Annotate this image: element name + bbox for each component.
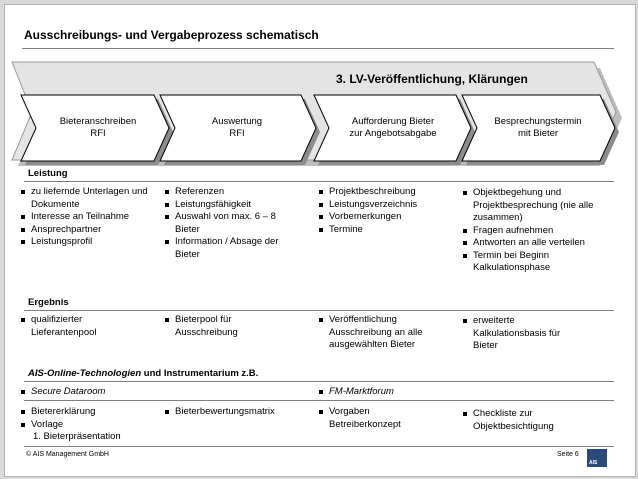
list-item: Vorbemerkungen bbox=[318, 211, 448, 224]
tech-row1-col-3 bbox=[318, 386, 448, 399]
ergebnis-col-1 bbox=[20, 314, 140, 339]
list-item: Projektbeschreibung bbox=[318, 186, 448, 199]
step-1-label: Bieteranschreiben RFI bbox=[59, 116, 137, 139]
leistung-col-1 bbox=[20, 186, 148, 249]
list-item: Information / Absage der Bieter bbox=[164, 236, 294, 261]
list-item: Bietererklärung bbox=[20, 406, 150, 419]
leistung-col-3 bbox=[318, 186, 448, 236]
list-item: Objektbegehung und Projektbesprechung (nie alle zusammen) bbox=[462, 187, 596, 225]
section-tech-divider bbox=[24, 381, 614, 382]
section-leistung-label: Leistung bbox=[28, 168, 68, 179]
list-item: Antworten an alle verteilen bbox=[462, 237, 596, 250]
list-item: Secure Dataroom bbox=[20, 386, 150, 399]
tech-row1-col-1 bbox=[20, 386, 150, 399]
step-4-label: Besprechungstermin mit Bieter bbox=[494, 116, 582, 139]
list-item: erweiterte Kalkulationsbasis für Bieter bbox=[462, 315, 582, 353]
list-item: Leistungsfähigkeit bbox=[164, 199, 294, 212]
tech-row2-col-2 bbox=[164, 406, 304, 419]
section-ergebnis-divider bbox=[24, 310, 614, 311]
ergebnis-col-2 bbox=[164, 314, 282, 339]
phase-title: 3. LV-Veröffentlichung, Klärungen bbox=[336, 72, 528, 86]
list-item: Leistungsverzeichnis bbox=[318, 199, 448, 212]
ais-logo-icon: AIS bbox=[587, 449, 607, 467]
list-item: Referenzen bbox=[164, 186, 294, 199]
list-item: Auswahl von max. 6 – 8 Bieter bbox=[164, 211, 294, 236]
slide-title: Ausschreibungs- und Vergabeprozess schematisch bbox=[24, 28, 319, 42]
list-item: Termine bbox=[318, 224, 448, 237]
list-item: Checkliste zur Objektbesichtigung bbox=[462, 408, 572, 433]
list-item: qualifizierter Lieferantenpool bbox=[20, 314, 140, 339]
list-item: Vorlage bbox=[20, 419, 150, 432]
step-2-label: Auswertung RFI bbox=[211, 116, 263, 139]
section-ergebnis-label: Ergebnis bbox=[28, 297, 69, 308]
list-item: Bieterpool für Ausschreibung bbox=[164, 314, 282, 339]
tech-row2-col-1 bbox=[20, 406, 150, 444]
list-item: FM-Marktforum bbox=[318, 386, 448, 399]
list-item: Termin bei Beginn Kalkulationsphase bbox=[462, 250, 596, 275]
list-item: Veröffentlichung Ausschreibung an alle ausgewählten Bieter bbox=[318, 314, 444, 352]
ergebnis-col-4 bbox=[462, 315, 582, 353]
list-item: Bieterbewertungsmatrix bbox=[164, 406, 304, 419]
list-item: zu liefernde Unterlagen und Dokumente bbox=[20, 186, 148, 211]
ergebnis-col-3 bbox=[318, 314, 444, 352]
list-item: Fragen aufnehmen bbox=[462, 225, 596, 238]
leistung-col-4 bbox=[462, 187, 596, 275]
leistung-col-2 bbox=[164, 186, 294, 261]
footer-divider bbox=[24, 446, 614, 447]
footer-page-number: Seite 6 bbox=[557, 451, 579, 458]
step-3-label: Aufforderung Bieter zur Angebotsabgabe bbox=[349, 116, 437, 139]
list-item: Leistungsprofil bbox=[20, 236, 148, 249]
list-item: Vorgaben Betreiberkonzept bbox=[318, 406, 428, 431]
footer-copyright: © AIS Management GmbH bbox=[26, 451, 109, 458]
list-subitem: 1. Bieterpräsentation bbox=[33, 431, 121, 442]
tech-row2-col-4 bbox=[462, 408, 572, 433]
tech-row2-col-3 bbox=[318, 406, 428, 431]
list-item: Interesse an Teilnahme bbox=[20, 211, 148, 224]
list-item: Ansprechpartner bbox=[20, 224, 148, 237]
section-leistung-divider bbox=[24, 181, 614, 182]
section-tech-label: AIS-Online-Technologien und Instrumentarium z.B. bbox=[28, 368, 259, 379]
tech-row-divider bbox=[24, 400, 614, 401]
